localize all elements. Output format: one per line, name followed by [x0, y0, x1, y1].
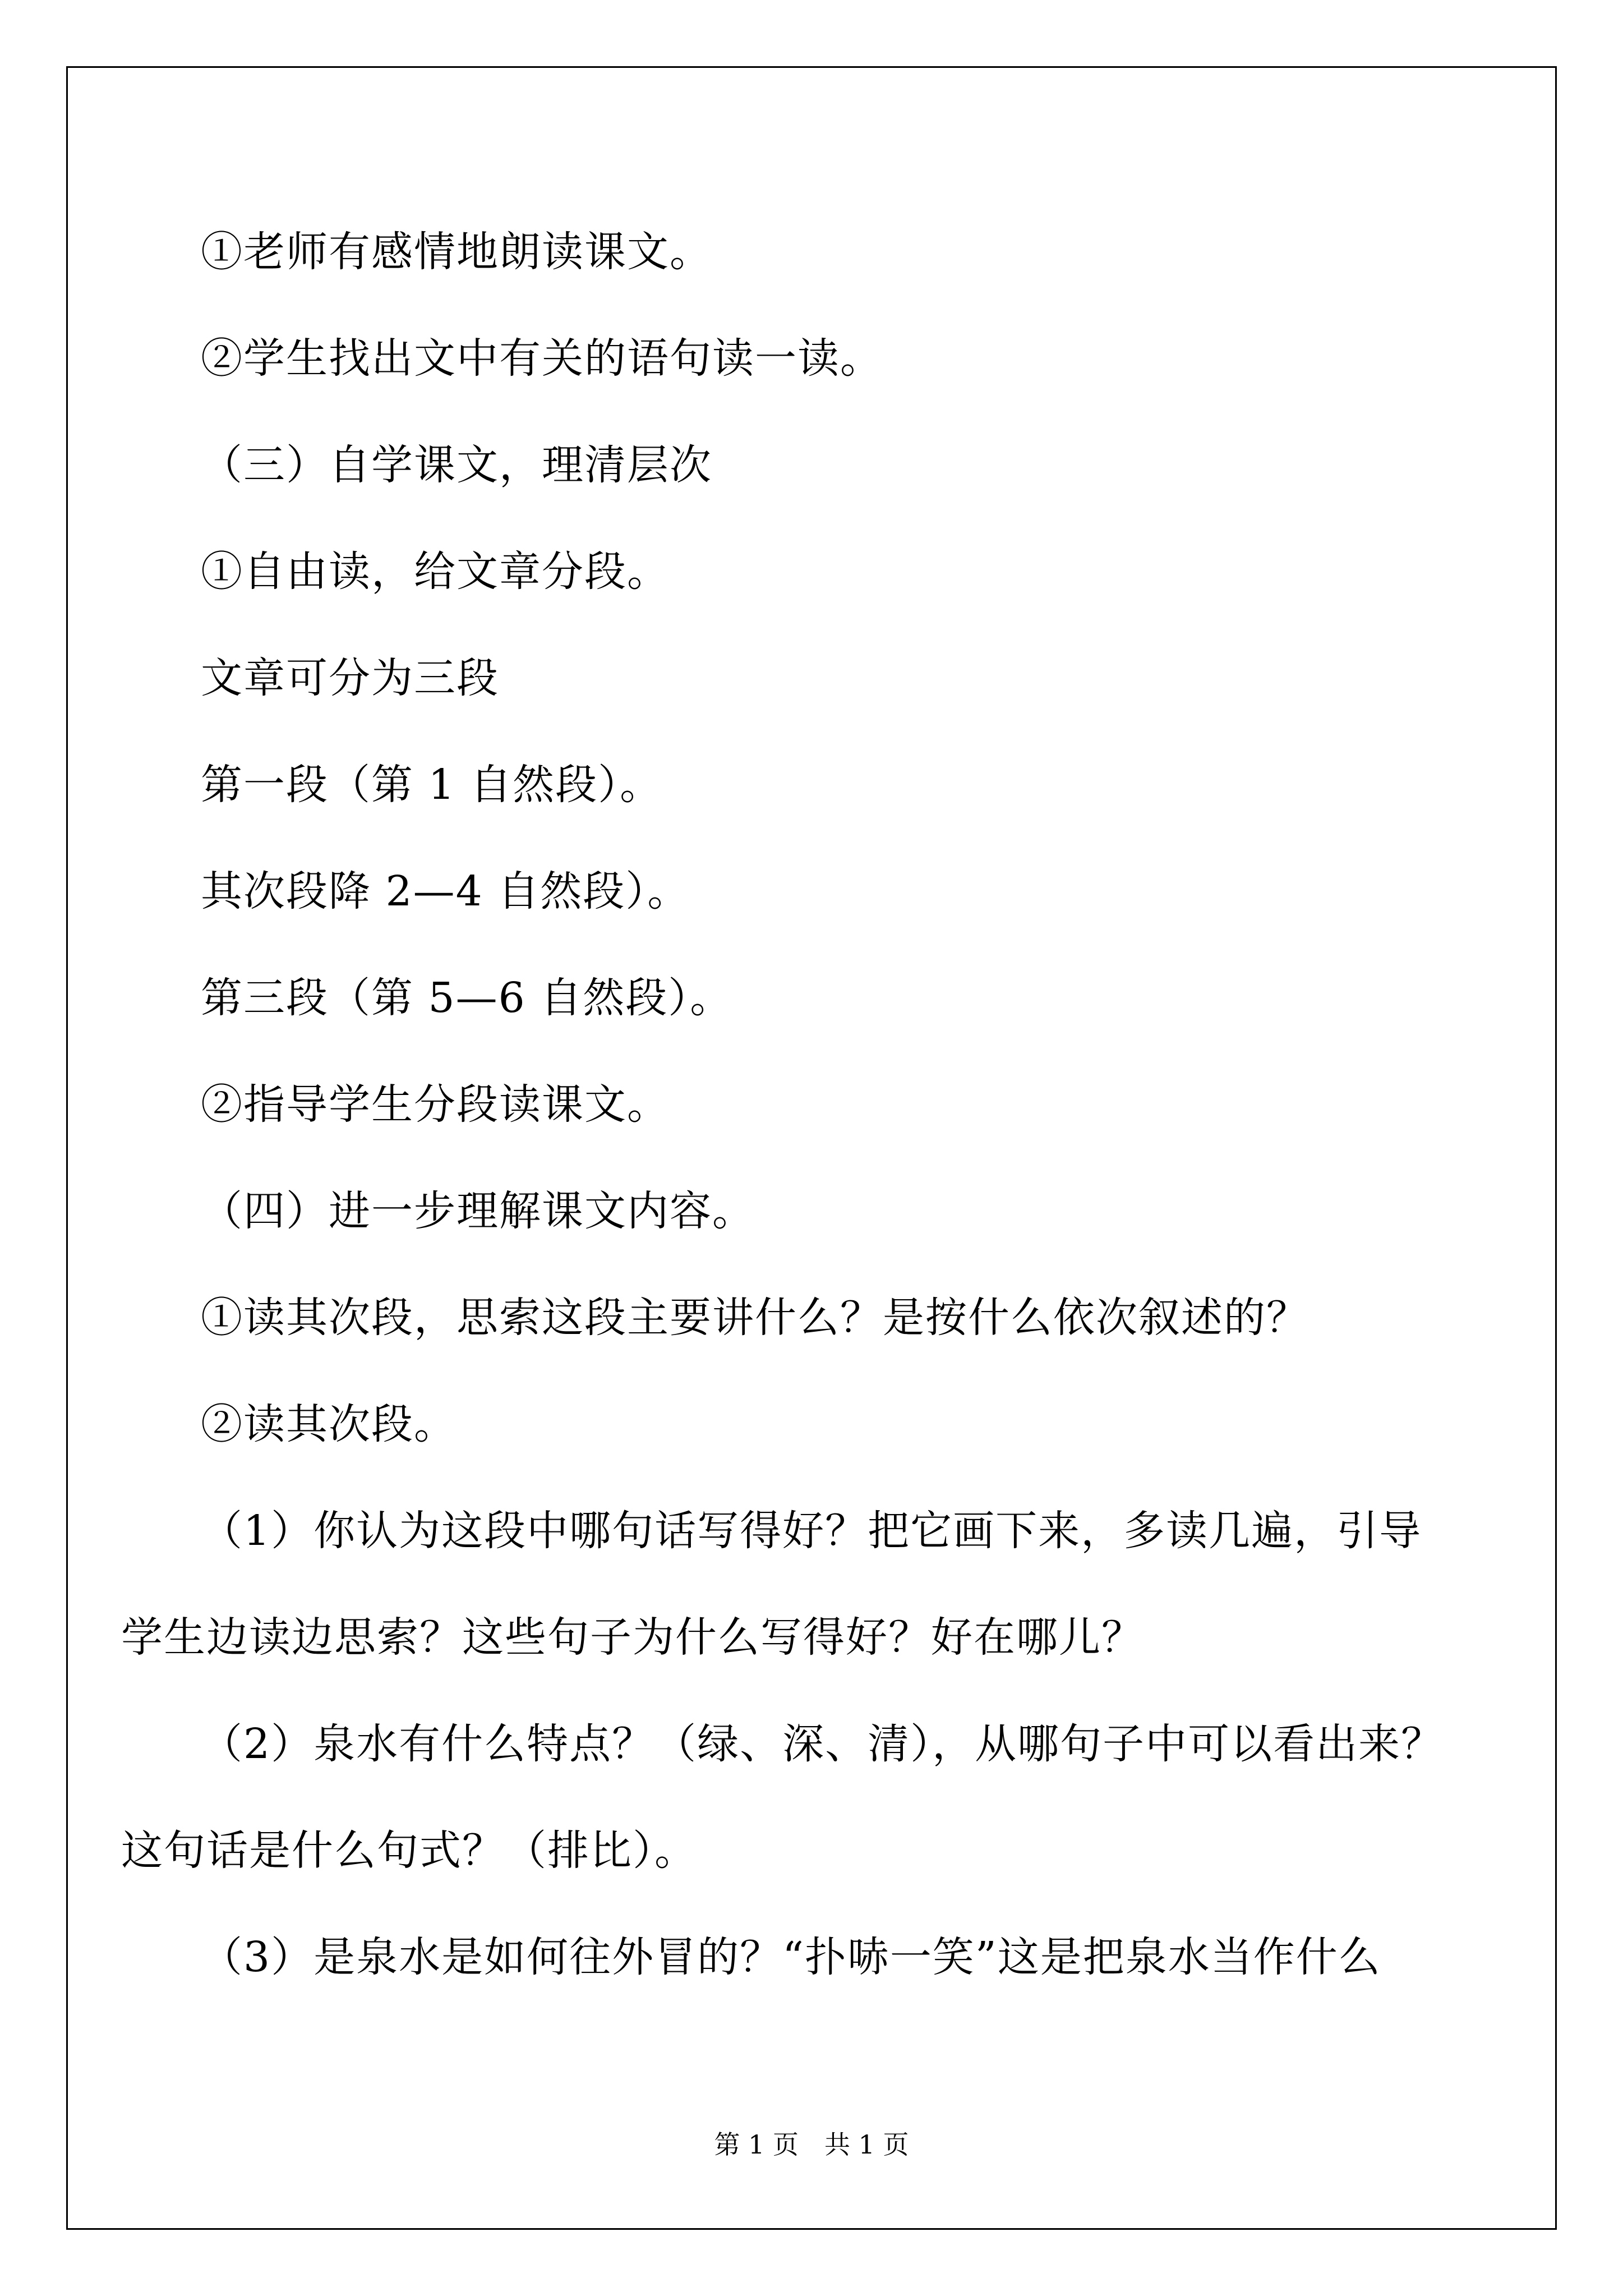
text-line: ①老师有感情地朗读课文。 [201, 228, 712, 276]
text-line: 这句话是什么句式？（排比）。 [121, 1826, 697, 1875]
section-heading: （三）自学课文，理清层次 [201, 441, 712, 489]
page-number: 第 1 页 共 1 页 [714, 2129, 909, 2160]
text-line: ②指导学生分段读课文。 [201, 1080, 670, 1129]
text-line: （2）泉水有什么特点？（绿、深、清），从哪句子中可以看出来？ [201, 1720, 1444, 1768]
text-line: ①自由读，给文章分段。 [201, 547, 670, 596]
text-line: 第一段（第 1 自然段）。 [201, 761, 663, 809]
text-line: 文章可分为三段 [201, 654, 499, 702]
section-heading: （四）进一步理解课文内容。 [201, 1187, 755, 1235]
text-line: （3）是泉水是如何往外冒的？“扑哧一笑”这是把泉水当作什么 [201, 1933, 1381, 1981]
page-border [66, 66, 1557, 2230]
text-line: 学生边读边思索？这些句子为什么写得好？好在哪儿？ [121, 1613, 1144, 1662]
text-line: （1）你认为这段中哪句话写得好？把它画下来，多读几遍，引导 [201, 1507, 1422, 1555]
text-line: ②读其次段。 [201, 1400, 457, 1448]
text-line: 第三段（第 5—6 自然段）。 [201, 974, 733, 1022]
text-line: 其次段降 2—4 自然段）。 [201, 867, 690, 915]
text-line: ①读其次段，思索这段主要讲什么？是按什么依次叙述的？ [201, 1294, 1309, 1342]
text-line: ②学生找出文中有关的语句读一读。 [201, 334, 883, 383]
